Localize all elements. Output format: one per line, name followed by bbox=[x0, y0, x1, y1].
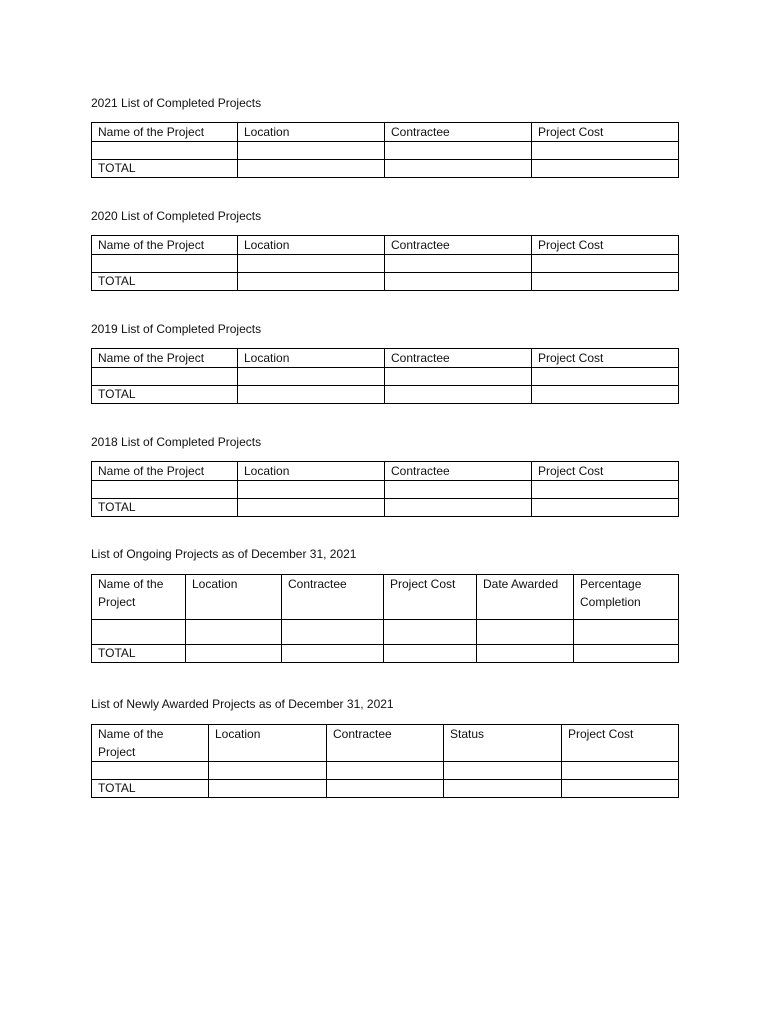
header-cell: Location bbox=[209, 725, 327, 762]
total-row bbox=[92, 273, 679, 291]
table-row bbox=[92, 762, 679, 780]
table-cell bbox=[92, 620, 186, 645]
table-cell bbox=[209, 780, 327, 798]
table-cell bbox=[532, 499, 679, 517]
table-cell bbox=[238, 273, 385, 291]
header-cell: Location bbox=[238, 236, 385, 255]
header-row bbox=[92, 575, 679, 620]
ongoing-projects-table bbox=[91, 574, 679, 663]
table-cell bbox=[186, 645, 282, 663]
header-cell: Contractee bbox=[385, 349, 532, 368]
completed-projects-table-2020 bbox=[91, 235, 679, 291]
table-cell bbox=[574, 620, 679, 645]
table-cell bbox=[532, 386, 679, 404]
table-cell bbox=[444, 780, 562, 798]
table-cell bbox=[238, 499, 385, 517]
table-cell bbox=[562, 762, 679, 780]
table-cell bbox=[385, 368, 532, 386]
table-cell bbox=[477, 645, 574, 663]
header-cell: Contractee bbox=[327, 725, 444, 762]
table-cell bbox=[238, 160, 385, 178]
table-row bbox=[92, 368, 679, 386]
section-title: 2021 List of Completed Projects bbox=[91, 96, 262, 110]
completed-projects-table-2018 bbox=[91, 461, 679, 517]
header-cell: Project Cost bbox=[384, 575, 477, 620]
total-row bbox=[92, 780, 679, 798]
total-row bbox=[92, 386, 679, 404]
table-row bbox=[92, 481, 679, 499]
table-cell bbox=[92, 762, 209, 780]
header-cell: Project Cost bbox=[532, 349, 679, 368]
header-cell: Name of the Project bbox=[92, 575, 186, 620]
table-cell bbox=[327, 780, 444, 798]
header-cell: Location bbox=[238, 123, 385, 142]
table-cell bbox=[238, 255, 385, 273]
table-cell bbox=[385, 499, 532, 517]
total-row bbox=[92, 645, 679, 663]
total-label: TOTAL bbox=[92, 780, 209, 798]
table-row bbox=[92, 142, 679, 160]
total-label: TOTAL bbox=[92, 499, 238, 517]
table-cell bbox=[327, 762, 444, 780]
table-cell bbox=[574, 645, 679, 663]
header-cell: Contractee bbox=[385, 236, 532, 255]
table-cell bbox=[209, 762, 327, 780]
table-cell bbox=[532, 255, 679, 273]
completed-projects-table-2019 bbox=[91, 348, 679, 404]
completed-projects-table-2021 bbox=[91, 122, 679, 178]
header-cell: Project Cost bbox=[562, 725, 679, 762]
header-row bbox=[92, 462, 679, 481]
section-title: List of Ongoing Projects as of December 31, 2021 bbox=[91, 547, 357, 561]
header-row bbox=[92, 123, 679, 142]
table-cell bbox=[238, 481, 385, 499]
table-cell bbox=[477, 620, 574, 645]
table-cell bbox=[282, 645, 384, 663]
total-row bbox=[92, 160, 679, 178]
table-cell bbox=[385, 481, 532, 499]
table-cell bbox=[532, 142, 679, 160]
table-row bbox=[92, 255, 679, 273]
header-cell: Contractee bbox=[282, 575, 384, 620]
header-cell: Name of the Project bbox=[92, 462, 238, 481]
table-cell bbox=[444, 762, 562, 780]
table-cell bbox=[385, 386, 532, 404]
header-cell: Percentage Completion bbox=[574, 575, 679, 620]
table-row bbox=[92, 620, 679, 645]
header-cell: Name of the Project bbox=[92, 123, 238, 142]
header-cell: Location bbox=[238, 462, 385, 481]
header-cell: Contractee bbox=[385, 462, 532, 481]
table-cell bbox=[92, 255, 238, 273]
header-row bbox=[92, 236, 679, 255]
table-cell bbox=[384, 620, 477, 645]
header-cell: Project Cost bbox=[532, 462, 679, 481]
table-cell bbox=[532, 160, 679, 178]
total-row bbox=[92, 499, 679, 517]
section-title: List of Newly Awarded Projects as of December 31, 2021 bbox=[91, 697, 394, 711]
table-cell bbox=[92, 368, 238, 386]
table-cell bbox=[385, 142, 532, 160]
table-cell bbox=[385, 255, 532, 273]
total-label: TOTAL bbox=[92, 160, 238, 178]
header-cell: Name of the Project bbox=[92, 349, 238, 368]
table-cell bbox=[238, 386, 385, 404]
table-cell bbox=[282, 620, 384, 645]
table-cell bbox=[92, 142, 238, 160]
total-label: TOTAL bbox=[92, 386, 238, 404]
table-cell bbox=[384, 645, 477, 663]
table-cell bbox=[385, 273, 532, 291]
header-cell: Location bbox=[238, 349, 385, 368]
header-row bbox=[92, 725, 679, 762]
header-cell: Project Cost bbox=[532, 123, 679, 142]
total-label: TOTAL bbox=[92, 645, 186, 663]
table-cell bbox=[532, 273, 679, 291]
header-cell: Project Cost bbox=[532, 236, 679, 255]
header-cell: Name of the Project bbox=[92, 725, 209, 762]
section-title: 2019 List of Completed Projects bbox=[91, 322, 262, 336]
table-cell bbox=[532, 368, 679, 386]
table-cell bbox=[92, 481, 238, 499]
table-cell bbox=[186, 620, 282, 645]
newly-awarded-projects-table bbox=[91, 724, 679, 798]
header-cell: Status bbox=[444, 725, 562, 762]
header-cell: Contractee bbox=[385, 123, 532, 142]
header-row bbox=[92, 349, 679, 368]
table-cell bbox=[238, 368, 385, 386]
total-label: TOTAL bbox=[92, 273, 238, 291]
header-cell: Date Awarded bbox=[477, 575, 574, 620]
table-cell bbox=[562, 780, 679, 798]
header-cell: Location bbox=[186, 575, 282, 620]
table-cell bbox=[385, 160, 532, 178]
table-cell bbox=[238, 142, 385, 160]
section-title: 2018 List of Completed Projects bbox=[91, 435, 262, 449]
section-title: 2020 List of Completed Projects bbox=[91, 209, 262, 223]
header-cell: Name of the Project bbox=[92, 236, 238, 255]
table-cell bbox=[532, 481, 679, 499]
